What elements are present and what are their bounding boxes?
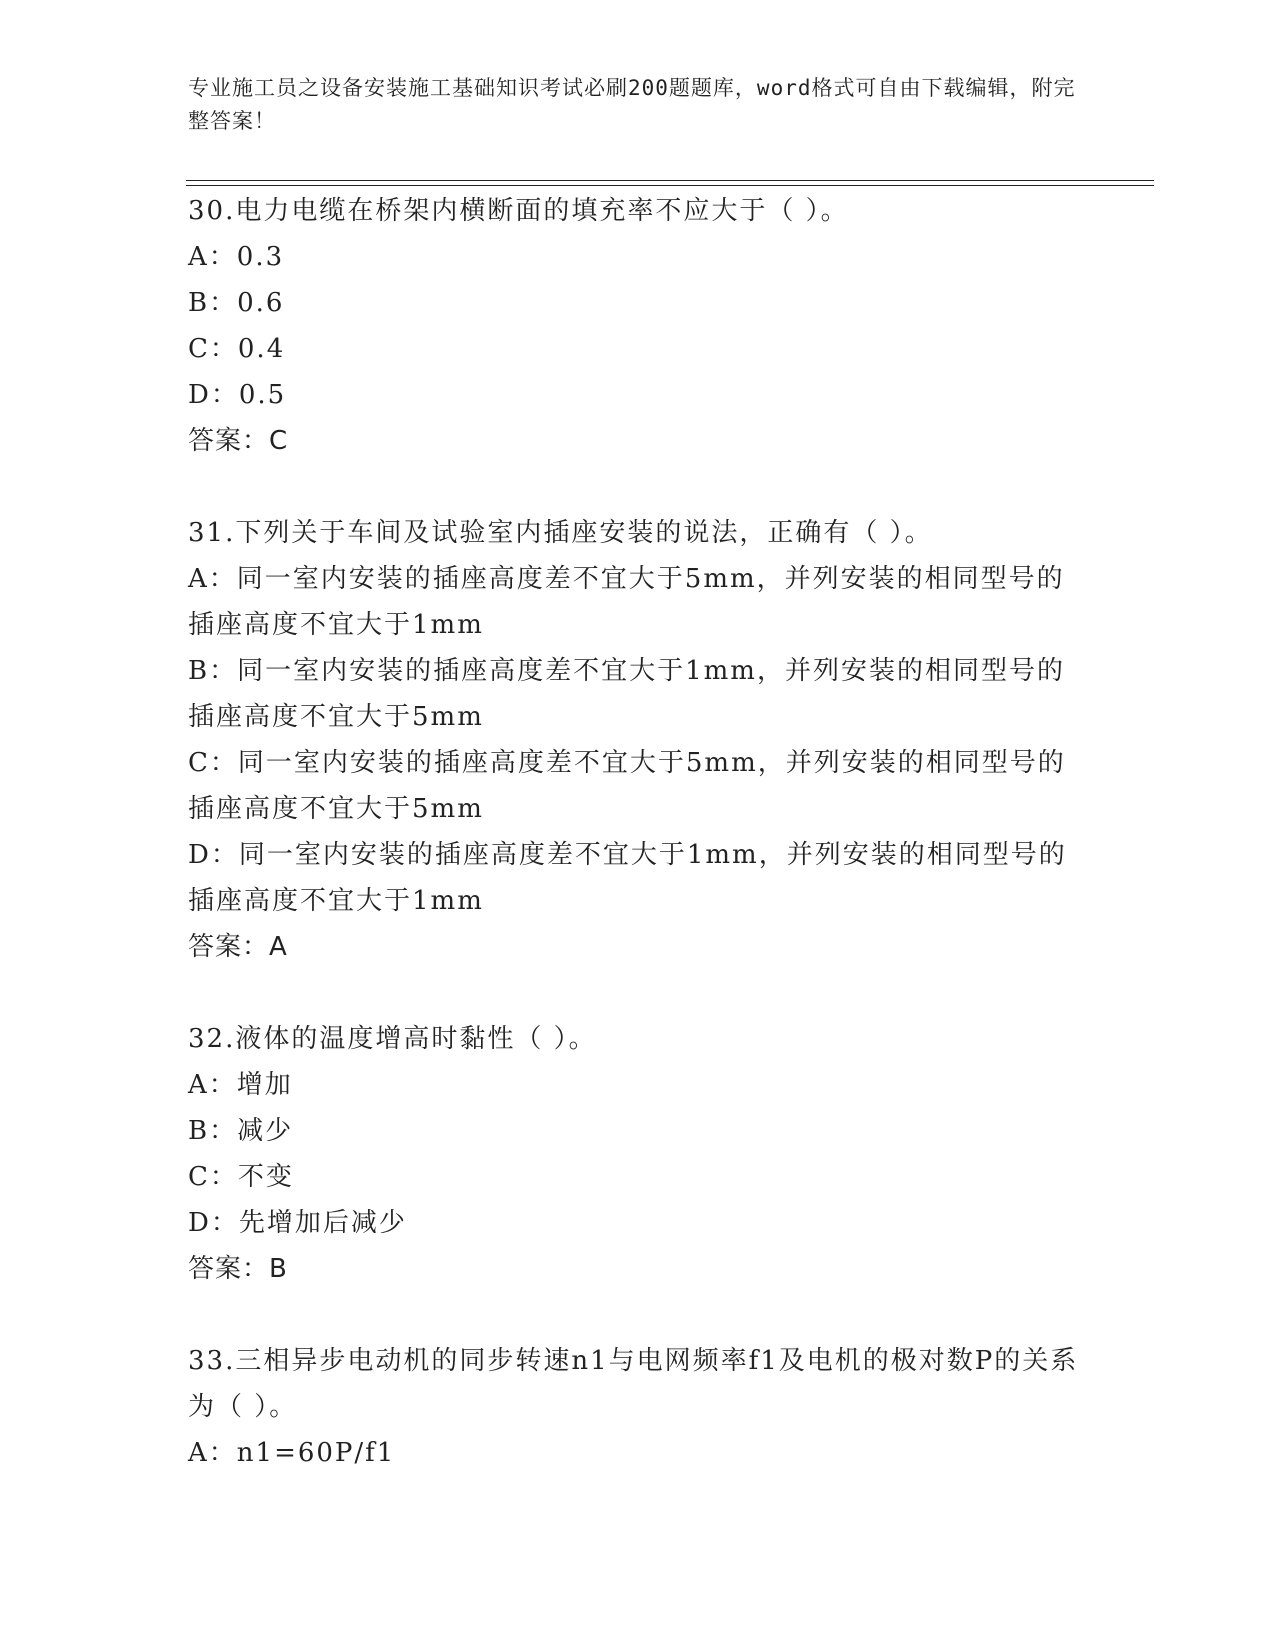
option-b: B：0.6	[188, 288, 285, 318]
option-c: C：不变	[188, 1162, 294, 1192]
spacer	[188, 970, 1088, 1016]
option-c: C：0.4	[188, 334, 286, 364]
answer-label: 答案：C	[188, 426, 289, 456]
question-text: 32.液体的温度增高时黏性（ ）。	[188, 1024, 597, 1054]
option-a: A：0.3	[188, 242, 285, 272]
question-30	[188, 188, 1088, 464]
divider-line-bottom	[186, 185, 1154, 186]
question-list	[188, 188, 1088, 1476]
document-header	[188, 72, 1088, 138]
option-d: D：0.5	[188, 380, 287, 410]
option-a: A：增加	[188, 1070, 293, 1100]
question-33	[188, 1338, 1088, 1476]
question-text: 33.三相异步电动机的同步转速n1与电网频率f1及电机的极对数P的关系为（ ）。	[188, 1346, 1079, 1422]
option-a: A：n1=60P/f1	[188, 1438, 396, 1468]
option-d: D：先增加后减少	[188, 1208, 407, 1238]
option-c: C：同一室内安装的插座高度差不宜大于5mm，并列安装的相同型号的插座高度不宜大于5mm	[188, 748, 1066, 824]
option-d: D：同一室内安装的插座高度差不宜大于1mm，并列安装的相同型号的插座高度不宜大于1mm	[188, 840, 1067, 916]
question-31	[188, 510, 1088, 970]
question-text: 30.电力电缆在桥架内横断面的填充率不应大于（ ）。	[188, 196, 849, 226]
double-divider	[186, 180, 1154, 186]
option-b: B：同一室内安装的插座高度差不宜大于1mm，并列安装的相同型号的插座高度不宜大于5mm	[188, 656, 1065, 732]
spacer	[188, 464, 1088, 510]
question-32	[188, 1016, 1088, 1292]
question-text: 31.下列关于车间及试验室内插座安装的说法，正确有（ ）。	[188, 518, 933, 548]
option-a: A：同一室内安装的插座高度差不宜大于5mm，并列安装的相同型号的插座高度不宜大于1mm	[188, 564, 1065, 640]
divider-line-top	[186, 180, 1154, 181]
header-text: 专业施工员之设备安装施工基础知识考试必刷200题题库，word格式可自由下载编辑，附完整答案！	[188, 76, 1076, 133]
answer-label: 答案：A	[188, 932, 288, 962]
answer-label: 答案：B	[188, 1254, 288, 1284]
spacer	[188, 1292, 1088, 1338]
option-b: B：减少	[188, 1116, 294, 1146]
